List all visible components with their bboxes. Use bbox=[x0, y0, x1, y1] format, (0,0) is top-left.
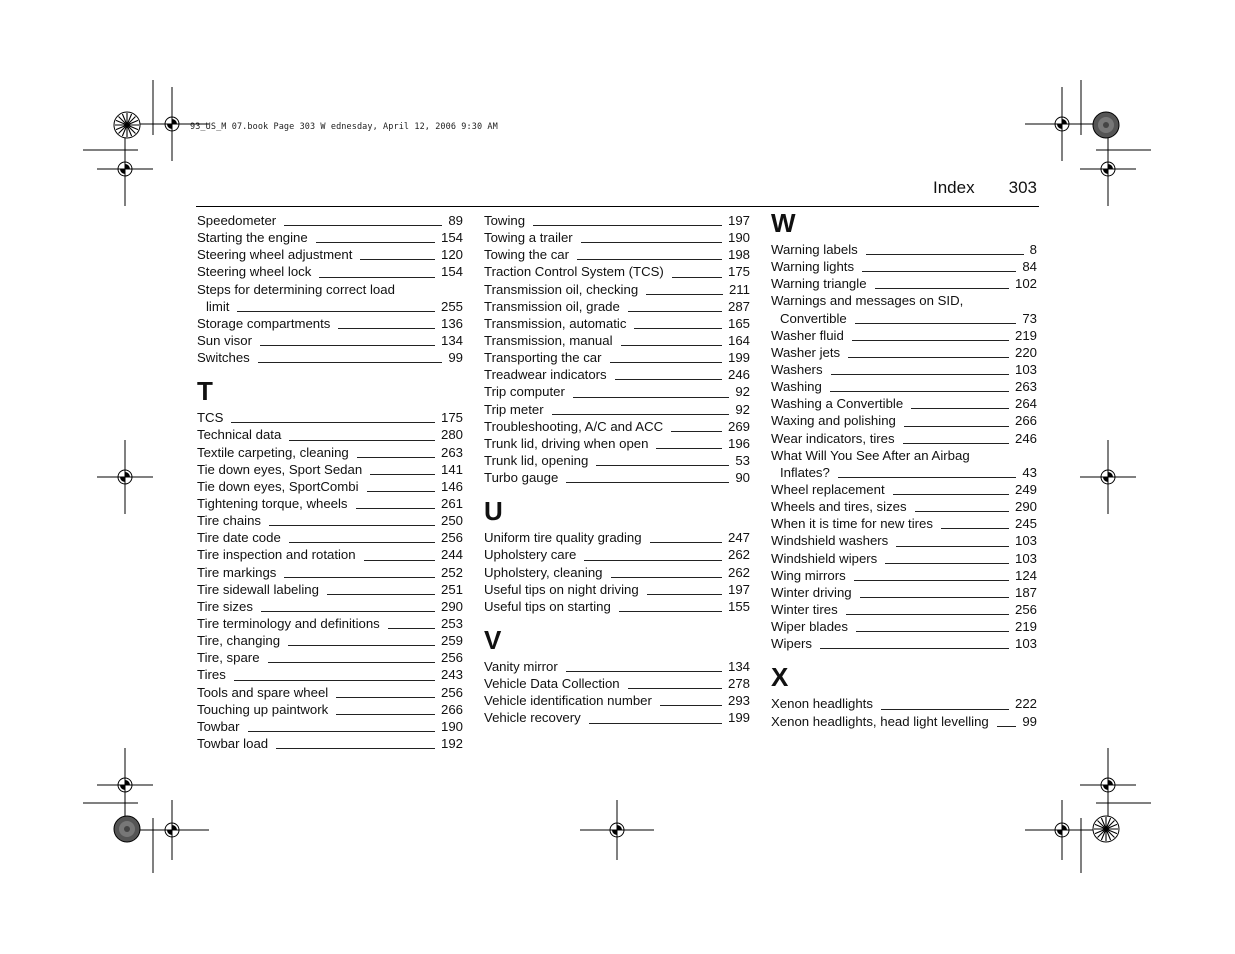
index-term: Tools and spare wheel bbox=[197, 684, 336, 701]
index-term: Tie down eyes, Sport Sedan bbox=[197, 461, 370, 478]
index-page-ref: 175 bbox=[722, 263, 750, 280]
index-term: Tire sidewall labeling bbox=[197, 581, 327, 598]
index-entry bbox=[197, 598, 463, 615]
index-page-ref: 256 bbox=[1009, 601, 1037, 618]
index-page-ref: 84 bbox=[1016, 258, 1037, 275]
index-entry bbox=[771, 635, 1037, 652]
index-page-ref: 134 bbox=[722, 658, 750, 675]
index-page-ref: 293 bbox=[722, 692, 750, 709]
index-page-ref: 249 bbox=[1009, 481, 1037, 498]
index-entry bbox=[484, 298, 750, 315]
index-page-ref: 256 bbox=[435, 649, 463, 666]
index-entry bbox=[197, 444, 463, 461]
index-entry bbox=[197, 684, 463, 701]
leader-line bbox=[197, 680, 463, 681]
index-page-ref: 154 bbox=[435, 263, 463, 280]
index-term: Treadwear indicators bbox=[484, 366, 615, 383]
index-entry bbox=[484, 658, 750, 675]
index-entry bbox=[197, 409, 463, 426]
index-page-ref: 287 bbox=[722, 298, 750, 315]
index-term: Touching up paintwork bbox=[197, 701, 336, 718]
index-entry bbox=[771, 241, 1037, 258]
index-page-ref: 280 bbox=[435, 426, 463, 443]
index-entry bbox=[197, 426, 463, 443]
index-term: Tire sizes bbox=[197, 598, 261, 615]
index-entry bbox=[197, 298, 463, 315]
index-term: Steps for determining correct load bbox=[197, 281, 395, 297]
index-term: Windshield washers bbox=[771, 532, 896, 549]
index-entry bbox=[484, 469, 750, 486]
index-term: Wheels and tires, sizes bbox=[771, 498, 915, 515]
index-term: Washers bbox=[771, 361, 831, 378]
index-entry bbox=[771, 584, 1037, 601]
index-page-ref: 261 bbox=[435, 495, 463, 512]
index-column-2 bbox=[484, 212, 750, 727]
index-page-ref: 263 bbox=[1009, 378, 1037, 395]
index-term: Transporting the car bbox=[484, 349, 610, 366]
index-term: Upholstery, cleaning bbox=[484, 564, 611, 581]
index-page-ref: 103 bbox=[1009, 532, 1037, 549]
index-term: Useful tips on night driving bbox=[484, 581, 647, 598]
index-term: Wing mirrors bbox=[771, 567, 854, 584]
index-page-ref: 103 bbox=[1009, 361, 1037, 378]
index-page-ref: 278 bbox=[722, 675, 750, 692]
index-entry bbox=[197, 315, 463, 332]
index-entry bbox=[197, 263, 463, 280]
index-term: Warnings and messages on SID, bbox=[771, 293, 964, 309]
index-term: Xenon headlights bbox=[771, 695, 881, 712]
index-page-ref: 222 bbox=[1009, 695, 1037, 712]
index-entry bbox=[484, 709, 750, 726]
index-page-ref: 211 bbox=[723, 281, 750, 298]
index-entry bbox=[484, 418, 750, 435]
index-term: Washing bbox=[771, 378, 830, 395]
index-entry bbox=[484, 692, 750, 709]
index-entry bbox=[771, 395, 1037, 412]
index-term: Troubleshooting, A/C and ACC bbox=[484, 418, 671, 435]
index-entry bbox=[771, 258, 1037, 275]
index-entry bbox=[484, 546, 750, 563]
index-page-ref: 73 bbox=[1016, 310, 1037, 327]
index-term: Steering wheel adjustment bbox=[197, 246, 360, 263]
index-term: Washer fluid bbox=[771, 327, 852, 344]
index-page-ref: 103 bbox=[1009, 635, 1037, 652]
index-page-ref: 263 bbox=[435, 444, 463, 461]
index-page-ref: 197 bbox=[722, 212, 750, 229]
index-page-ref: 262 bbox=[722, 564, 750, 581]
index-page-ref: 154 bbox=[435, 229, 463, 246]
index-entry bbox=[197, 461, 463, 478]
index-entry bbox=[771, 550, 1037, 567]
index-page-ref: 251 bbox=[435, 581, 463, 598]
index-page-ref: 246 bbox=[722, 366, 750, 383]
index-entry bbox=[197, 735, 463, 752]
index-entry bbox=[484, 263, 750, 280]
index-entry bbox=[771, 464, 1037, 481]
index-entry bbox=[197, 212, 463, 229]
index-entry bbox=[771, 447, 1037, 464]
index-term: Trunk lid, opening bbox=[484, 452, 596, 469]
index-term: Switches bbox=[197, 349, 258, 366]
section-title: Index bbox=[933, 178, 975, 197]
index-term: Technical data bbox=[197, 426, 289, 443]
index-page-ref: 120 bbox=[435, 246, 463, 263]
index-page-ref: 290 bbox=[435, 598, 463, 615]
index-term: Xenon headlights, head light levelling bbox=[771, 713, 997, 730]
index-entry bbox=[484, 401, 750, 418]
index-term: Towing the car bbox=[484, 246, 577, 263]
index-column-3 bbox=[771, 208, 1037, 730]
index-term: Sun visor bbox=[197, 332, 260, 349]
index-term: Tire, changing bbox=[197, 632, 288, 649]
index-entry bbox=[197, 649, 463, 666]
index-page-ref: 89 bbox=[442, 212, 463, 229]
index-term: Speedometer bbox=[197, 212, 284, 229]
index-entry bbox=[197, 246, 463, 263]
index-entry bbox=[197, 564, 463, 581]
index-entry bbox=[197, 281, 463, 298]
index-term: What Will You See After an Airbag bbox=[771, 447, 970, 463]
index-term: Windshield wipers bbox=[771, 550, 885, 567]
index-entry bbox=[771, 310, 1037, 327]
index-term: Vehicle identification number bbox=[484, 692, 660, 709]
index-entry bbox=[197, 332, 463, 349]
index-term: Tire inspection and rotation bbox=[197, 546, 364, 563]
index-page-ref: 190 bbox=[722, 229, 750, 246]
index-term: Textile carpeting, cleaning bbox=[197, 444, 357, 461]
index-term: Towbar load bbox=[197, 735, 276, 752]
index-term: Washer jets bbox=[771, 344, 848, 361]
index-term: Steering wheel lock bbox=[197, 263, 319, 280]
index-page-ref: 246 bbox=[1009, 430, 1037, 447]
index-page-ref: 198 bbox=[722, 246, 750, 263]
index-page-ref: 269 bbox=[722, 418, 750, 435]
index-term: Upholstery care bbox=[484, 546, 584, 563]
index-entry bbox=[771, 275, 1037, 292]
index-entry bbox=[771, 498, 1037, 515]
index-page-ref: 199 bbox=[722, 349, 750, 366]
index-entry bbox=[771, 713, 1037, 730]
index-term: Trip computer bbox=[484, 383, 573, 400]
index-entry bbox=[484, 581, 750, 598]
index-page-ref: 219 bbox=[1009, 327, 1037, 344]
index-entry bbox=[197, 632, 463, 649]
index-page-ref: 262 bbox=[722, 546, 750, 563]
index-term: Convertible bbox=[771, 310, 855, 327]
index-term: Towing a trailer bbox=[484, 229, 581, 246]
index-page-ref: 196 bbox=[722, 435, 750, 452]
index-page-ref: 243 bbox=[435, 666, 463, 683]
index-page-ref: 220 bbox=[1009, 344, 1037, 361]
index-entry bbox=[484, 598, 750, 615]
index-entry bbox=[771, 412, 1037, 429]
index-term: Towing bbox=[484, 212, 533, 229]
index-letter-heading: X bbox=[771, 662, 789, 693]
index-entry bbox=[771, 344, 1037, 361]
index-term: Tires bbox=[197, 666, 234, 683]
index-entry bbox=[771, 532, 1037, 549]
index-entry bbox=[484, 246, 750, 263]
index-page-ref: 175 bbox=[435, 409, 463, 426]
index-entry bbox=[197, 546, 463, 563]
index-entry bbox=[484, 529, 750, 546]
index-page-ref: 53 bbox=[729, 452, 750, 469]
index-term: Tire chains bbox=[197, 512, 269, 529]
index-entry bbox=[197, 718, 463, 735]
index-term: Transmission, automatic bbox=[484, 315, 634, 332]
index-page-ref: 250 bbox=[435, 512, 463, 529]
index-term: Useful tips on starting bbox=[484, 598, 619, 615]
index-page-ref: 141 bbox=[435, 461, 463, 478]
index-page-ref: 146 bbox=[435, 478, 463, 495]
index-page-ref: 124 bbox=[1009, 567, 1037, 584]
index-term: Uniform tire quality grading bbox=[484, 529, 650, 546]
index-entry bbox=[197, 229, 463, 246]
index-page-ref: 244 bbox=[435, 546, 463, 563]
index-term: Wipers bbox=[771, 635, 820, 652]
index-term: Turbo gauge bbox=[484, 469, 566, 486]
index-page-ref: 8 bbox=[1024, 241, 1037, 258]
index-term: Tire terminology and definitions bbox=[197, 615, 388, 632]
index-page-ref: 99 bbox=[1016, 713, 1037, 730]
index-term: Traction Control System (TCS) bbox=[484, 263, 672, 280]
index-page-ref: 134 bbox=[435, 332, 463, 349]
index-page-ref: 253 bbox=[435, 615, 463, 632]
index-entry bbox=[484, 281, 750, 298]
index-term: Warning labels bbox=[771, 241, 866, 258]
index-page-ref: 92 bbox=[729, 383, 750, 400]
index-page-ref: 252 bbox=[435, 564, 463, 581]
index-entry bbox=[771, 601, 1037, 618]
index-term: Transmission, manual bbox=[484, 332, 621, 349]
index-entry bbox=[771, 327, 1037, 344]
index-entry bbox=[484, 315, 750, 332]
index-term: Tie down eyes, SportCombi bbox=[197, 478, 367, 495]
index-entry bbox=[484, 435, 750, 452]
index-page-ref: 43 bbox=[1016, 464, 1037, 481]
index-entry bbox=[771, 515, 1037, 532]
index-entry bbox=[484, 675, 750, 692]
index-term: Wheel replacement bbox=[771, 481, 893, 498]
index-entry bbox=[484, 229, 750, 246]
index-term: Tire, spare bbox=[197, 649, 268, 666]
index-term: Trunk lid, driving when open bbox=[484, 435, 656, 452]
index-term: Vehicle recovery bbox=[484, 709, 589, 726]
index-entry bbox=[771, 361, 1037, 378]
header-rule bbox=[196, 206, 1039, 207]
index-page-ref: 247 bbox=[722, 529, 750, 546]
index-term: Inflates? bbox=[771, 464, 838, 481]
index-page-ref: 92 bbox=[729, 401, 750, 418]
index-term: Tire markings bbox=[197, 564, 284, 581]
index-entry bbox=[484, 332, 750, 349]
index-page-ref: 256 bbox=[435, 529, 463, 546]
index-term: Starting the engine bbox=[197, 229, 316, 246]
index-letter-heading: W bbox=[771, 208, 796, 238]
index-entry bbox=[484, 452, 750, 469]
index-entry bbox=[197, 666, 463, 683]
index-page-ref: 187 bbox=[1009, 584, 1037, 601]
index-page-ref: 165 bbox=[722, 315, 750, 332]
index-term: Tire date code bbox=[197, 529, 289, 546]
index-term: Warning lights bbox=[771, 258, 862, 275]
index-term: Wiper blades bbox=[771, 618, 856, 635]
index-entry bbox=[197, 495, 463, 512]
index-page-ref: 164 bbox=[722, 332, 750, 349]
index-page-ref: 264 bbox=[1009, 395, 1037, 412]
index-entry bbox=[771, 378, 1037, 395]
index-entry bbox=[771, 567, 1037, 584]
index-entry bbox=[484, 564, 750, 581]
index-term: Transmission oil, grade bbox=[484, 298, 628, 315]
index-column-1 bbox=[197, 212, 463, 752]
index-page-ref: 197 bbox=[722, 581, 750, 598]
index-entry bbox=[484, 366, 750, 383]
index-term: TCS bbox=[197, 409, 231, 426]
index-entry bbox=[484, 383, 750, 400]
index-term: Vanity mirror bbox=[484, 658, 566, 675]
index-term: Storage compartments bbox=[197, 315, 338, 332]
index-page-ref: 99 bbox=[442, 349, 463, 366]
index-term: Winter tires bbox=[771, 601, 846, 618]
index-page-ref: 192 bbox=[435, 735, 463, 752]
index-entry bbox=[197, 701, 463, 718]
index-letter-heading: V bbox=[484, 624, 502, 655]
index-page-ref: 190 bbox=[435, 718, 463, 735]
index-page-ref: 266 bbox=[1009, 412, 1037, 429]
index-entry bbox=[771, 481, 1037, 498]
index-page-ref: 255 bbox=[435, 298, 463, 315]
index-page-ref: 259 bbox=[435, 632, 463, 649]
index-entry bbox=[771, 695, 1037, 712]
index-page-ref: 290 bbox=[1009, 498, 1037, 515]
index-page-ref: 199 bbox=[722, 709, 750, 726]
index-page-ref: 102 bbox=[1009, 275, 1037, 292]
index-page-ref: 155 bbox=[722, 598, 750, 615]
index-term: Vehicle Data Collection bbox=[484, 675, 628, 692]
index-term: Winter driving bbox=[771, 584, 860, 601]
index-entry bbox=[771, 292, 1037, 309]
index-term: limit bbox=[197, 298, 237, 315]
index-entry bbox=[484, 349, 750, 366]
leader-line bbox=[197, 422, 463, 423]
index-term: When it is time for new tires bbox=[771, 515, 941, 532]
index-term: Tightening torque, wheels bbox=[197, 495, 356, 512]
index-entry bbox=[771, 430, 1037, 447]
index-page-ref: 256 bbox=[435, 684, 463, 701]
index-term: Waxing and polishing bbox=[771, 412, 904, 429]
page-number: 303 bbox=[1008, 178, 1037, 197]
index-term: Warning triangle bbox=[771, 275, 875, 292]
index-entry bbox=[197, 529, 463, 546]
index-letter-heading: T bbox=[197, 376, 213, 407]
index-entry bbox=[197, 349, 463, 366]
print-slug: 93_US_M 07.book Page 303 W ednesday, April 12, 2006 9:30 AM bbox=[190, 122, 498, 132]
index-term: Washing a Convertible bbox=[771, 395, 911, 412]
index-page-ref: 103 bbox=[1009, 550, 1037, 567]
index-term: Towbar bbox=[197, 718, 248, 735]
index-entry bbox=[484, 212, 750, 229]
index-page-ref: 266 bbox=[435, 701, 463, 718]
index-entry bbox=[197, 615, 463, 632]
index-entry bbox=[197, 581, 463, 598]
index-entry bbox=[771, 618, 1037, 635]
index-page-ref: 136 bbox=[435, 315, 463, 332]
index-entry bbox=[197, 478, 463, 495]
index-term: Trip meter bbox=[484, 401, 552, 418]
index-letter-heading: U bbox=[484, 496, 503, 527]
index-term: Wear indicators, tires bbox=[771, 430, 903, 447]
index-page-ref: 245 bbox=[1009, 515, 1037, 532]
index-term: Transmission oil, checking bbox=[484, 281, 646, 298]
index-entry bbox=[197, 512, 463, 529]
index-page-ref: 90 bbox=[729, 469, 750, 486]
index-page-ref: 219 bbox=[1009, 618, 1037, 635]
